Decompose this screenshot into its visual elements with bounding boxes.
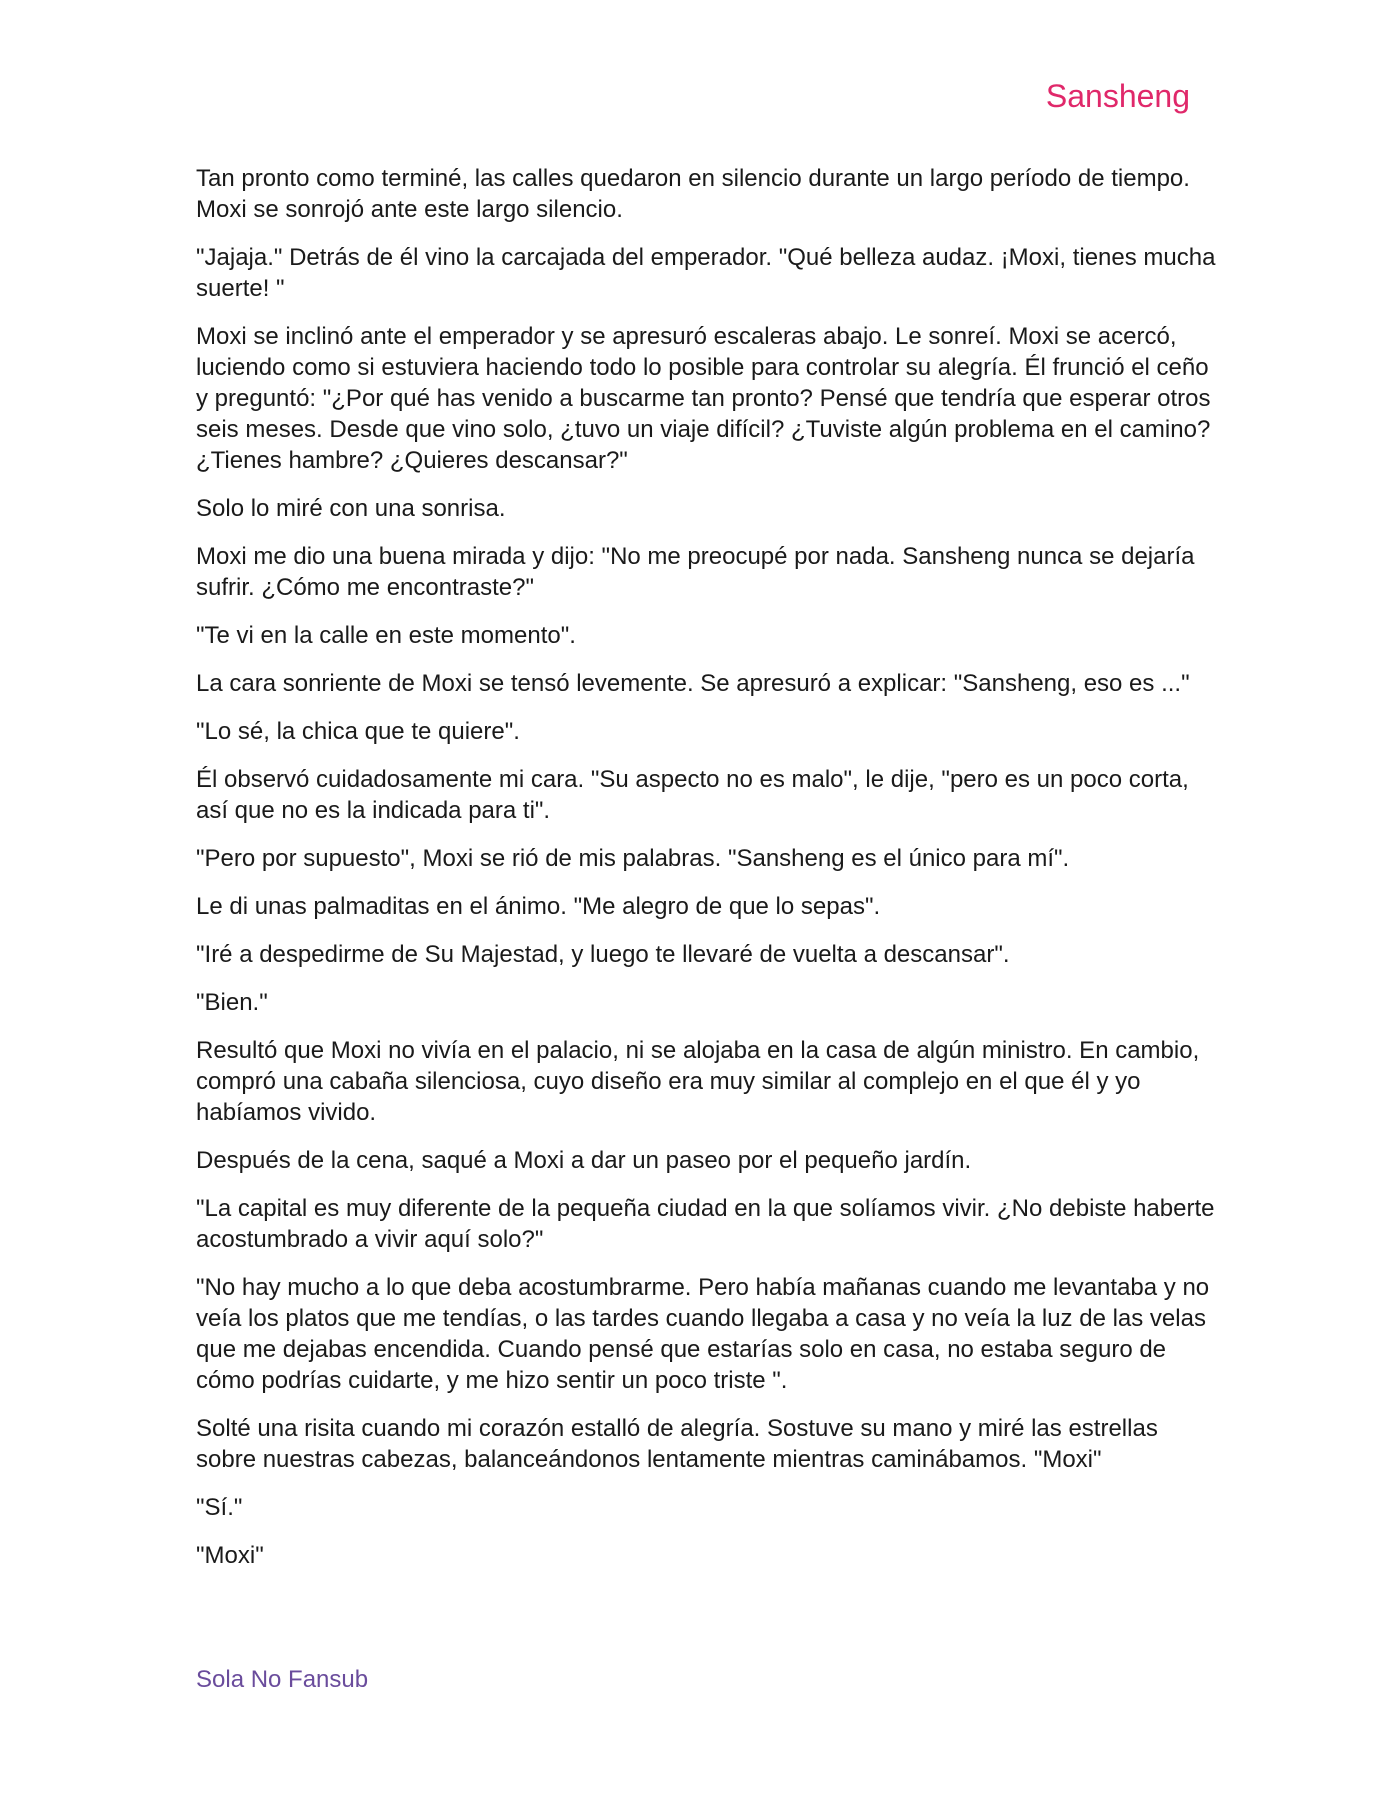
paragraph: "Iré a despedirme de Su Majestad, y luego te llevaré de vuelta a descansar". bbox=[196, 941, 1010, 968]
paragraph: Moxi me dio una buena mirada y dijo: "No me preocupé por nada. Sansheng nunca se dejaría sufrir. ¿Cómo me encontraste?" bbox=[196, 543, 1195, 601]
page-header-title: Sansheng bbox=[1045, 78, 1190, 114]
paragraph: La cara sonriente de Moxi se tensó levemente. Se apresuró a explicar: "Sansheng, eso es ..." bbox=[196, 670, 1190, 697]
paragraph: "Jajaja." Detrás de él vino la carcajada del emperador. "Qué belleza audaz. ¡Moxi, tienes mucha suerte! " bbox=[196, 244, 1216, 302]
paragraph: Después de la cena, saqué a Moxi a dar un paseo por el pequeño jardín. bbox=[196, 1147, 972, 1174]
footer-credit: Sola No Fansub bbox=[196, 1666, 369, 1693]
paragraph: Solté una risita cuando mi corazón estalló de alegría. Sostuve su mano y miré las estrellas sobre nuestras cabezas, balanceándonos lentamente mientras caminábamos. "Moxi" bbox=[196, 1415, 1158, 1473]
paragraph: Él observó cuidadosamente mi cara. "Su aspecto no es malo", le dije, "pero es un poco corta, así que no es la indicada para ti". bbox=[196, 766, 1189, 824]
paragraph: Moxi se inclinó ante el emperador y se apresuró escaleras abajo. Le sonreí. Moxi se acercó, luciendo como si estuviera haciendo todo lo posible para controlar su alegría. Él frunció el ceño y preguntó: "¿Por qué has venido a buscarme tan pronto? Pensé que tendría que esperar otros seis meses. Desde que vino solo, ¿tuvo un viaje difícil? ¿Tuviste algún problema en el camino? ¿Tienes hambre? ¿Quieres descansar?" bbox=[196, 323, 1211, 474]
paragraph: "Pero por supuesto", Moxi se rió de mis palabras. "Sansheng es el único para mí". bbox=[196, 845, 1070, 872]
paragraph: Solo lo miré con una sonrisa. bbox=[196, 495, 506, 522]
paragraph: "No hay mucho a lo que deba acostumbrarme. Pero había mañanas cuando me levantaba y no veía los platos que me tendías, o las tardes cuando llegaba a casa y no veía la luz de las velas que me dejabas encendida. Cuando pensé que estarías solo en casa, no estaba seguro de cómo podrías cuidarte, y me hizo sentir un poco triste ". bbox=[196, 1274, 1210, 1394]
paragraph: Tan pronto como terminé, las calles quedaron en silencio durante un largo período de tiempo. Moxi se sonrojó ante este largo silencio. bbox=[196, 165, 1190, 223]
document-body bbox=[196, 163, 1216, 1588]
paragraph: "Sí." bbox=[196, 1494, 243, 1521]
paragraph: Resultó que Moxi no vivía en el palacio, ni se alojaba en la casa de algún ministro. En cambio, compró una cabaña silenciosa, cuyo diseño era muy similar al complejo en el que él y yo habíamos vivido. bbox=[196, 1037, 1200, 1126]
paragraph: "Te vi en la calle en este momento". bbox=[196, 622, 576, 649]
paragraph: Le di unas palmaditas en el ánimo. "Me alegro de que lo sepas". bbox=[196, 893, 881, 920]
paragraph: "La capital es muy diferente de la pequeña ciudad en la que solíamos vivir. ¿No debiste haberte acostumbrado a vivir aquí solo?" bbox=[196, 1195, 1215, 1253]
paragraph: "Bien." bbox=[196, 989, 268, 1016]
paragraph: "Moxi" bbox=[196, 1542, 264, 1569]
paragraph: "Lo sé, la chica que te quiere". bbox=[196, 718, 520, 745]
